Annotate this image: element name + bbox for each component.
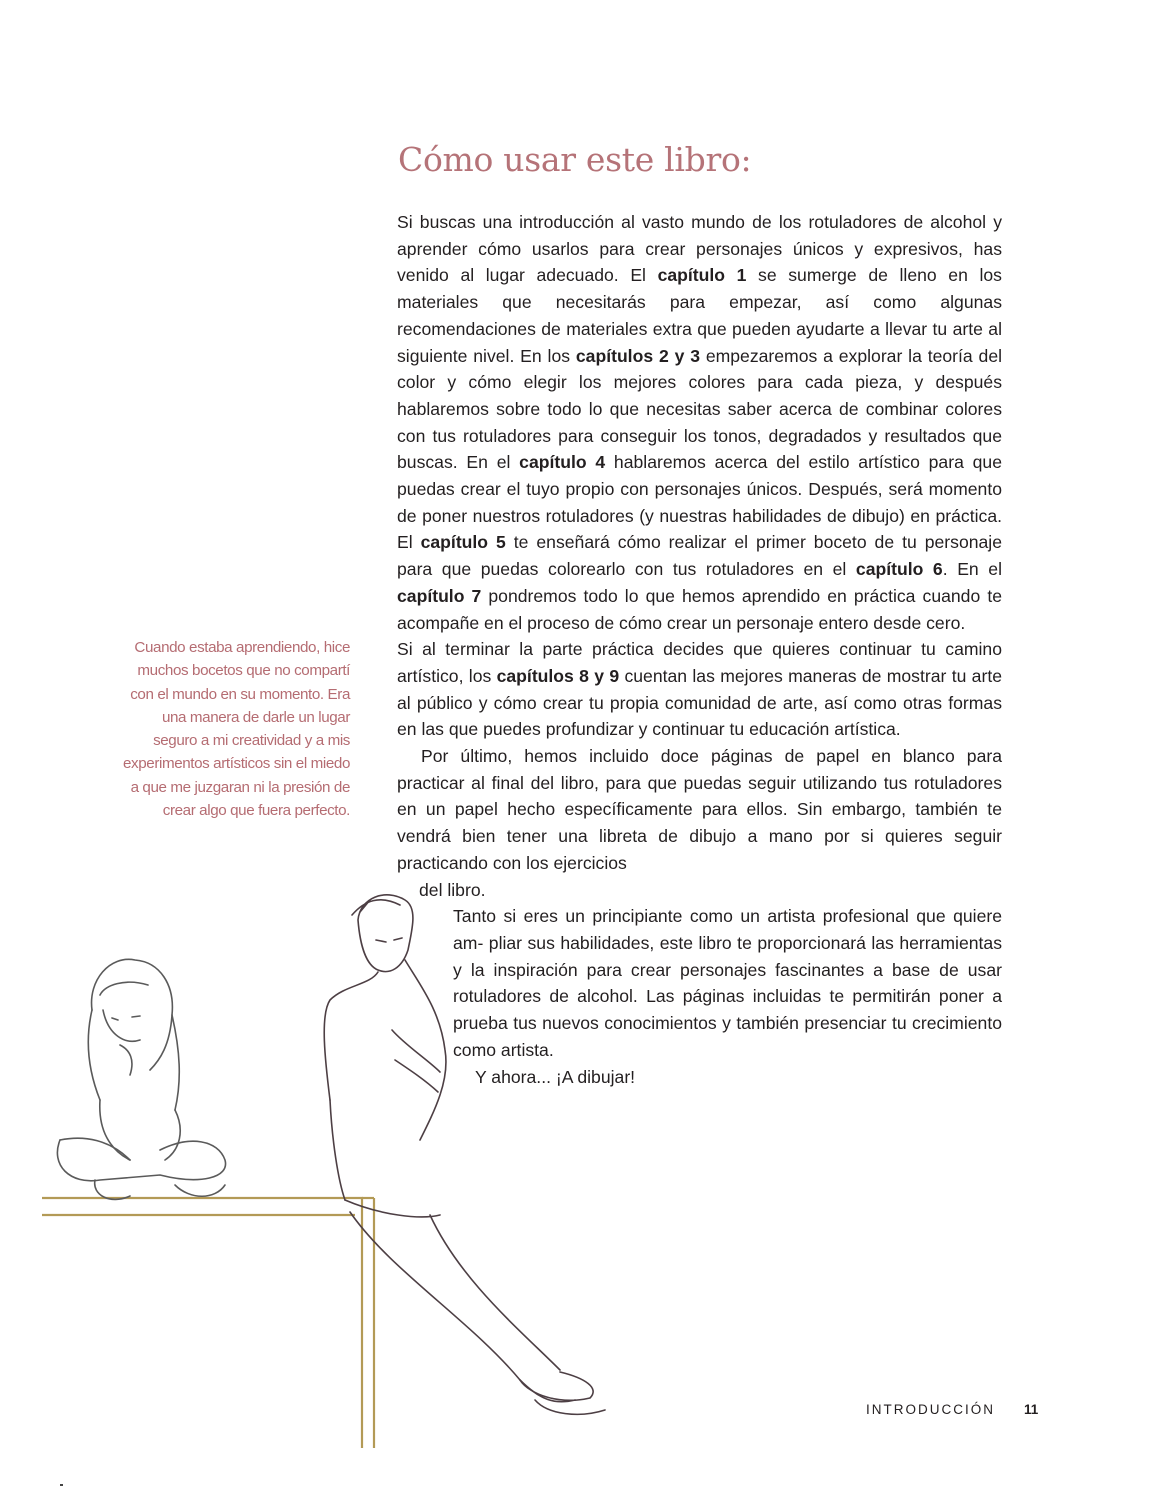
paragraph-1: [397, 209, 1002, 636]
text-run: pondremos todo lo que hemos aprendido en práctica cuando te acompañe en el proceso de cómo crear un personaje entero desde cero.: [397, 585, 1003, 633]
text-run: te enseñará cómo realizar el primer boceto de tu personaje para que puedas colorearlo con tus rotuladores en el: [397, 532, 1002, 580]
sidebar-note: Cuando estaba aprendiendo, hice muchos bocetos que no compartí con el mundo en su momento. Era una manera de darle un lugar seguro a mi creatividad y a mis experimentos artísticos sin el miedo a que me juzgaran ni la presión de crear algo que fuera perfecto.: [122, 639, 350, 820]
girl-sketch: [57, 959, 225, 1199]
chapter-reference: capítulo 6: [855, 559, 943, 580]
page-number: 11: [1024, 1402, 1039, 1417]
text-run: cuentan las mejores maneras de mostrar tu arte al público y cómo crear tu propia comunidad de arte, así como otras formas en las que puedes profundizar y continuar tu educación artística.: [397, 665, 1002, 740]
paragraph-4-lead: Tanto si eres un principiante como un artista profesional que quiere am-: [453, 906, 1002, 953]
chapter-reference: capítulo 7: [397, 585, 482, 606]
text-run: Si al terminar la parte práctica decides que quieres continuar tu camino artístico, los: [397, 639, 1002, 686]
paragraph-5: Y ahora... ¡A dibujar!: [475, 1066, 636, 1087]
boy-sketch: [324, 895, 605, 1414]
chapter-reference: capítulo 4: [519, 452, 606, 473]
paragraph-2: [397, 636, 1002, 743]
paragraph-4-body: pliar sus habilidades, este libro te proporcionará las herramientas y la inspiración para crear personajes fascinantes a base de usar rotuladores de alcohol. Las páginas incluidas te permitirán poner a prueba tus nuevos conocimientos y también presenciar tu crecimiento como artista.: [453, 932, 1002, 1060]
text-run: Si buscas una introducción al vasto mundo de los rotuladores de alcohol y aprender cómo usarlos para crear personajes únicos y expresivos, has venido al lugar adecuado. El: [397, 212, 1002, 286]
print-mark: [60, 1484, 63, 1486]
text-run: se sumerge de lleno en los materiales que necesitarás para empezar, así como algunas recomendaciones de materiales extra que pueden ayudarte a llevar tu arte al siguiente nivel. En los: [397, 265, 1002, 366]
text-run: empezaremos a explorar la teoría del color y cómo elegir los mejores colores para cada pieza, y después hablaremos sobre todo lo que necesitas saber acerca de combinar colores con tus rotuladores para conseguir los tonos, degradados y resultados que buscas. En el: [397, 345, 1003, 473]
text-run: . En el: [942, 559, 1002, 580]
page-title: Cómo usar este libro:: [398, 140, 752, 179]
chapter-reference: capítulo 5: [420, 532, 506, 553]
chapter-reference: capítulos 2 y 3: [575, 345, 700, 366]
chapter-reference: capítulo 1: [657, 265, 747, 286]
table-outline: [42, 1198, 374, 1448]
text-run: hablaremos acerca del estilo artístico para que puedas crear el tuyo propio con personajes únicos. Después, será momento de poner nuestros rotuladores (y nuestras habilidades de dibujo) en práctica. El: [397, 452, 1002, 553]
running-head: INTRODUCCIÓN: [866, 1402, 995, 1417]
chapter-reference: capítulos 8 y 9: [496, 665, 620, 686]
paragraph-3-tail: del libro.: [419, 879, 486, 900]
paragraph-3: Por último, hemos incluido doce páginas de papel en blanco para practicar al final del libro, para que puedas seguir utilizando tus rotuladores en un papel hecho específicamente para ellos. Sin embargo, también te vendrá bien tener una libreta de dibujo a mano por si quieres seguir practicando con los ejercicios: [397, 746, 1002, 873]
